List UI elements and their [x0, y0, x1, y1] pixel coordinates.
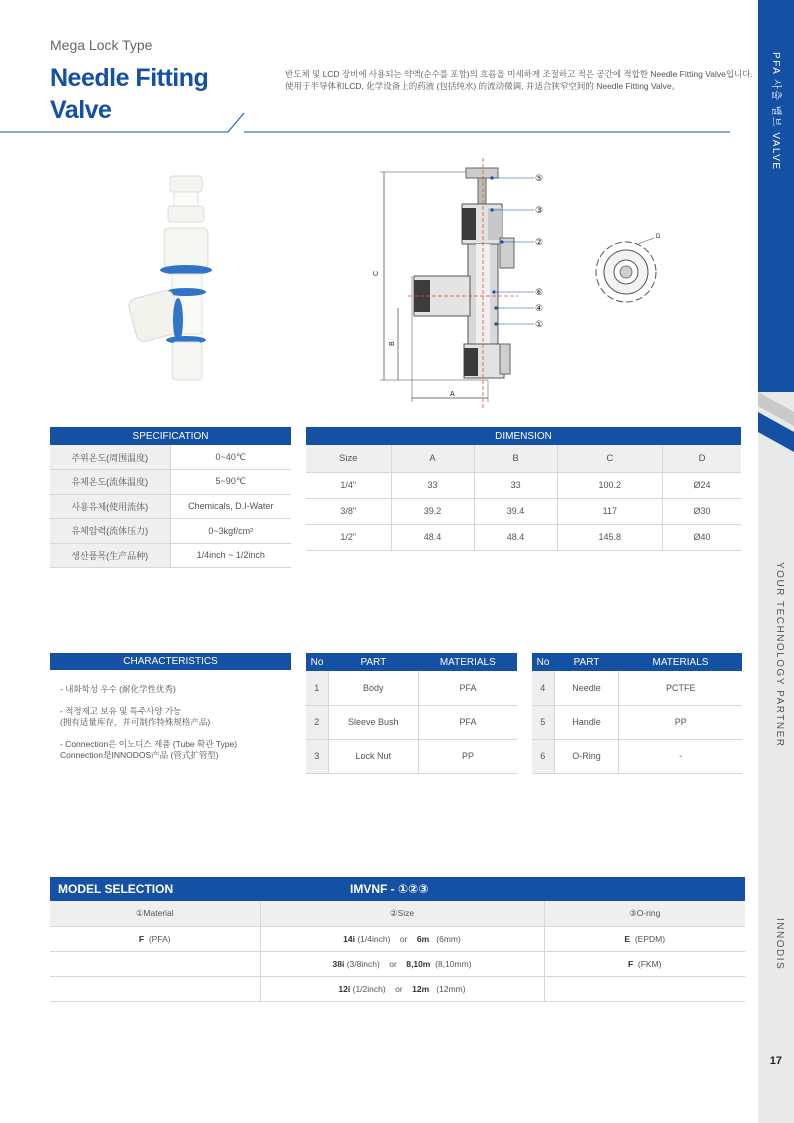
model-code: IMVNF - ①②③: [350, 882, 429, 896]
table-row: 3 Lock Nut PP: [306, 739, 517, 773]
table-row: 3/8" 39.2 39.4 117 Ø30: [306, 498, 741, 524]
table-row: 6 O-Ring -: [532, 739, 742, 773]
dim-d-label: D: [656, 234, 661, 240]
table-row: 주위온도(周围温度) 0~40℃: [50, 445, 291, 470]
callout-3: ③: [535, 205, 544, 215]
page-number: 17: [769, 1055, 782, 1067]
table-row: 유체온도(流体温度) 5~90℃: [50, 470, 291, 495]
side-rail-stripes: [758, 392, 794, 452]
dimension-column-row: Size A B C D: [306, 445, 741, 472]
specification-header: [50, 427, 291, 445]
title-underline: [0, 100, 760, 136]
table-row: 12i (1/2inch) or 12m (12mm): [50, 976, 745, 1001]
parts-header: No PART MATERIALS: [532, 653, 742, 671]
dim-c-label: C: [373, 270, 380, 276]
table-row: 유체압력(流体压力) 0~3kgf/cm²: [50, 519, 291, 544]
product-description: [285, 68, 753, 92]
characteristics-title: CHARACTERISTICS: [50, 653, 291, 670]
product-photo: [126, 170, 226, 390]
side-rail: [758, 0, 794, 1123]
list-item: - Connection은 이노디스 제품 (Tube 확관 Type) Connection是INNODOS产品 (管式扩管型): [60, 739, 238, 760]
side-label-slogan: YOUR TECHNOLOGY PARTNER: [774, 562, 785, 748]
characteristics-panel: [50, 653, 291, 772]
model-selection-table: [50, 901, 745, 1002]
side-label-brand: INNODIS: [774, 918, 785, 971]
model-selection-title: MODEL SELECTION: [58, 882, 174, 896]
table-row: 1 Body PFA: [306, 671, 517, 705]
model-selection-panel: [50, 877, 745, 1002]
dim-a-label: A: [450, 391, 455, 398]
page-title-line1: Needle Fitting: [50, 64, 209, 92]
description-korean: 반도체 및 LCD 장비에 사용되는 약액(순수를 포함)의 흐름을 미세하게 조절하고 적은 공간에 적합한 Needle Fitting Valve입니다.: [285, 69, 753, 79]
dimension-table: [306, 427, 741, 551]
table-row: 1/2" 48.4 48.4 145.8 Ø40: [306, 524, 741, 550]
list-item: - 적정재고 보유 및 특주사양 가능 (拥有适量库存，并可制作特殊规格产品): [60, 706, 211, 727]
callout-1: ①: [535, 319, 544, 329]
dimension-header: [306, 427, 741, 445]
specification-table: [50, 427, 291, 568]
page-title-line2: Valve: [50, 96, 112, 124]
handle-front-view: [588, 228, 668, 306]
specification-title: SPECIFICATION: [132, 430, 209, 442]
table-row: 38i (3/8inch) or 8,10m (8,10mm) F (FKM): [50, 951, 745, 976]
section-drawing: [368, 158, 580, 408]
table-row: 생산품목(生产品种) 1/4inch ~ 1/2inch: [50, 543, 291, 568]
callout-4: ④: [535, 303, 544, 313]
model-column-row: ①Material ②Size ③O-ring: [50, 901, 745, 926]
parts-table-right: [532, 653, 742, 774]
product-type: Mega Lock Type: [50, 37, 153, 53]
table-row: 4 Needle PCTFE: [532, 671, 742, 705]
table-row: F (PFA) 14i (1/4inch) or 6m (6mm) E (EPDM): [50, 926, 745, 951]
callout-2: ②: [535, 237, 544, 247]
callout-5: ⑤: [535, 173, 544, 183]
table-row: 2 Sleeve Bush PFA: [306, 705, 517, 739]
parts-header: No PART MATERIALS: [306, 653, 517, 671]
table-row: 사용유체(使用流体) Chemicals, D.I-Water: [50, 494, 291, 519]
list-item: - 내화학성 우수 (耐化学性优秀): [60, 684, 176, 694]
table-row: 5 Handle PP: [532, 705, 742, 739]
description-chinese: 使用于半导体和LCD, 化学设备上的药液 (包括纯水) 的流动微调, 并适合狭窄空间的 Needle Fitting Valve。: [285, 81, 681, 91]
parts-table-left: [306, 653, 517, 774]
characteristics-list: [50, 670, 291, 761]
side-label-category: PFA 사출 밸브 VALVE: [770, 52, 781, 171]
dim-b-label: B: [389, 341, 396, 346]
table-row: 1/4" 33 33 100.2 Ø24: [306, 472, 741, 498]
dimension-title: DIMENSION: [495, 430, 552, 442]
callout-6: ⑥: [535, 287, 544, 297]
model-selection-header: [50, 877, 745, 901]
